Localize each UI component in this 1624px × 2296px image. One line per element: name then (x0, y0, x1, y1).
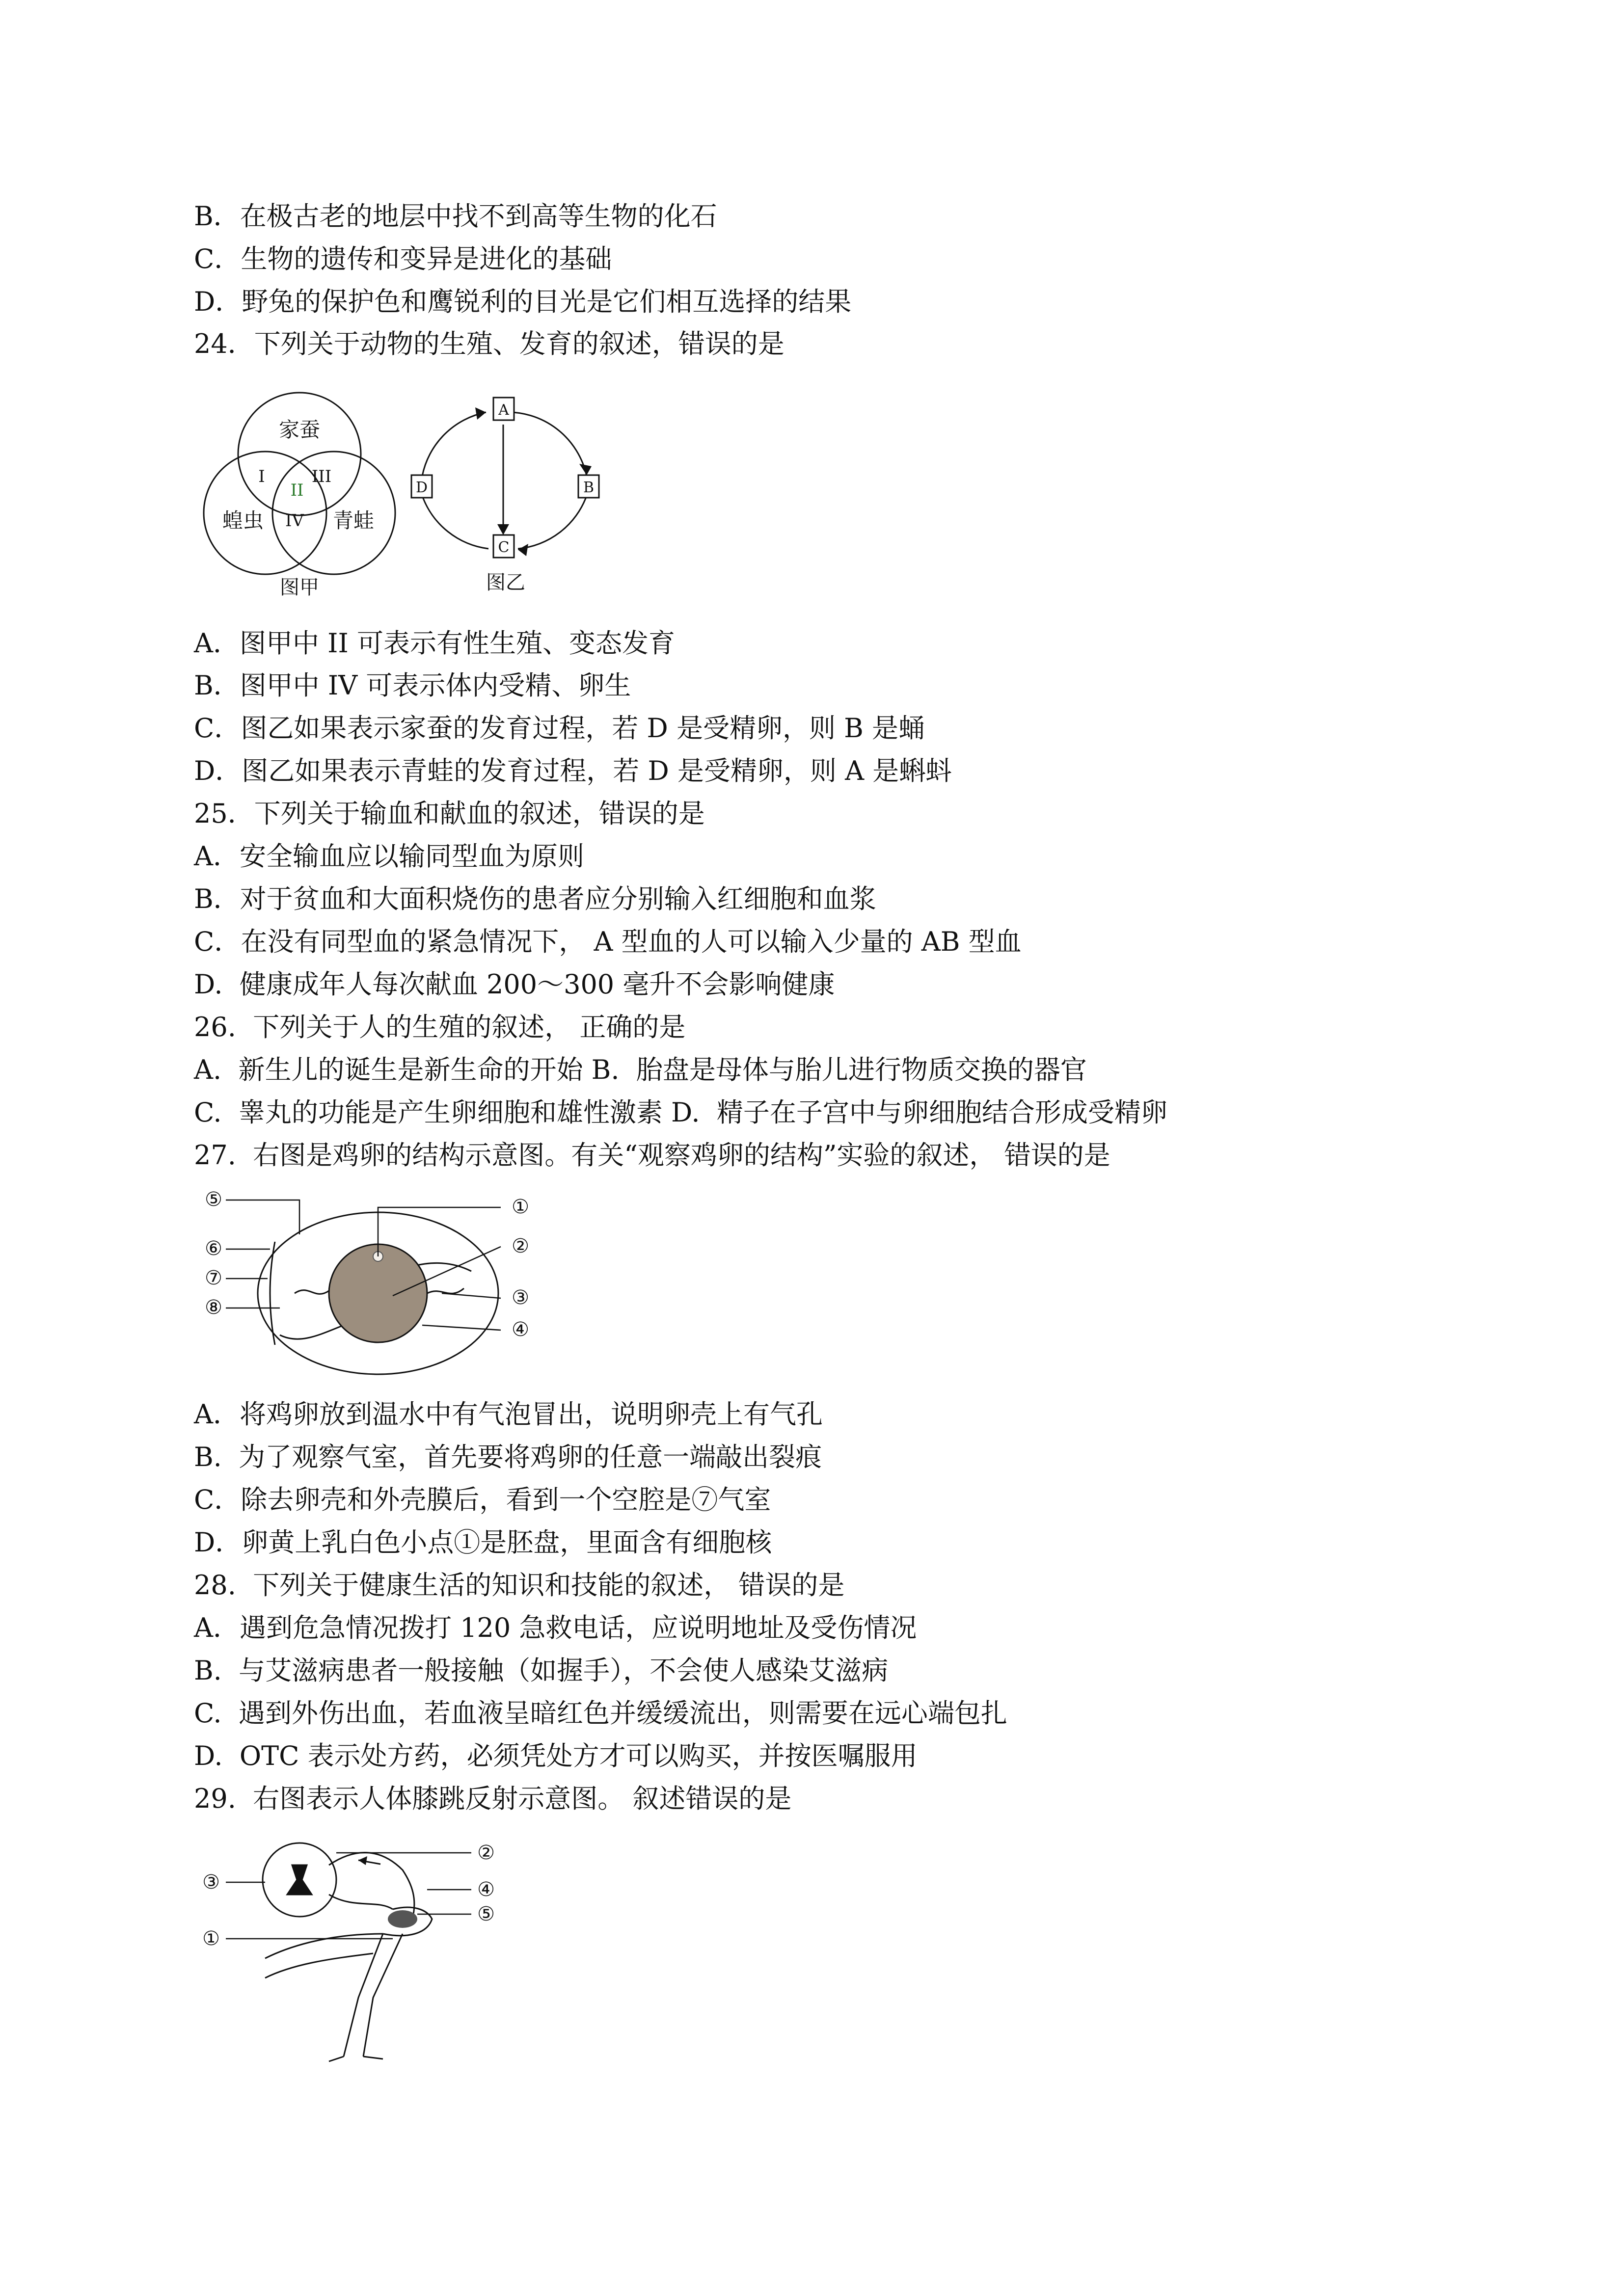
q25-option-c: C．在没有同型血的紧急情况下， A 型血的人可以输入少量的 AB 型血 (194, 926, 1022, 957)
egg-structure-diagram (196, 1188, 550, 1384)
q27-stem: 27. 右图是鸡卵的结构示意图。有关“观察鸡卵的结构”实验的叙述， 错误的是 (194, 1140, 1110, 1171)
q28-option-d: D. OTC 表示处方药，必须凭处方才可以购买，并按医嘱服用 (194, 1740, 918, 1771)
q28-option-b: B. 与艾滋病患者一般接触（如握手），不会使人感染艾滋病 (194, 1655, 889, 1686)
cycle-boxes (411, 398, 599, 558)
reflex-label-2: ② (477, 1842, 495, 1864)
q25-option-a: A．安全输血应以输同型血为原则 (194, 841, 584, 872)
q28-option-a: A．遇到危急情况拨打 120 急救电话，应说明地址及受伤情况 (194, 1612, 917, 1643)
q26-stem: 26. 下列关于人的生殖的叙述， 正确的是 (194, 1012, 686, 1042)
q27-option-d: D．卵黄上乳白色小点①是胚盘，里面含有细胞核 (194, 1527, 772, 1558)
arc-a-to-b (503, 412, 587, 476)
q24-option-a: A．图甲中 II 可表示有性生殖、变态发育 (194, 628, 675, 659)
lower-leg (344, 1934, 403, 2056)
q28-option-c: C. 遇到外伤出血，若血液呈暗红色并缓缓流出，则需要在远心端包扎 (194, 1698, 1007, 1729)
direction-arrow (358, 1856, 367, 1865)
venn-region-4: IV (285, 511, 304, 531)
egg-label-1: ① (512, 1196, 529, 1218)
q24-option-d: D．图乙如果表示青蛙的发育过程，若 D 是受精卵，则 A 是蝌蚪 (194, 755, 952, 786)
venn-label-locust: 蝗虫 (222, 508, 264, 533)
q24-figures (196, 388, 638, 604)
egg-label-8: ⑧ (205, 1296, 222, 1319)
venn-label-silkworm: 家蚕 (278, 418, 321, 442)
q28-stem: 28. 下列关于健康生活的知识和技能的叙述， 错误的是 (194, 1570, 845, 1601)
q26-options-ab: A. 新生儿的诞生是新生命的开始 B. 胎盘是母体与胎儿进行物质交换的器官 (194, 1054, 1087, 1085)
q25-stem: 25．下列关于输血和献血的叙述，错误的是 (194, 798, 705, 829)
box-d-label: D (415, 479, 428, 496)
q23-option-d: D．野兔的保护色和鹰锐利的目光是它们相互选择的结果 (194, 286, 852, 317)
knee-jerk-reflex-diagram (196, 1836, 540, 2066)
q29-stem: 29. 右图表示人体膝跳反射示意图。 叙述错误的是 (194, 1783, 792, 1814)
reflex-label-5: ⑤ (477, 1903, 495, 1925)
reflex-label-3: ③ (202, 1871, 220, 1894)
reflex-label-4: ④ (477, 1878, 495, 1901)
arc-d-to-a (422, 412, 486, 476)
q24-option-c: C．图乙如果表示家蚕的发育过程，若 D 是受精卵，则 B 是蛹 (194, 713, 925, 744)
q23-option-b: B．在极古老的地层中找不到高等生物的化石 (194, 201, 717, 232)
q27-option-b: B. 为了观察气室，首先要将鸡卵的任意一端敲出裂痕 (194, 1442, 822, 1472)
motor-nerve (329, 1895, 393, 1909)
q23-option-c: C．生物的遗传和变异是进化的基础 (194, 243, 612, 274)
egg-label-7: ⑦ (205, 1267, 222, 1289)
receptor-region (388, 1910, 417, 1928)
box-c-label: C (498, 539, 510, 556)
venn-label-frog: 青蛙 (332, 508, 375, 533)
arc-c-to-d (422, 496, 488, 549)
box-a-label: A (498, 401, 509, 419)
egg-label-3: ③ (512, 1286, 529, 1309)
reflex-label-1: ① (202, 1927, 220, 1950)
q24-stem: 24．下列关于动物的生殖、发育的叙述，错误的是 (194, 328, 785, 359)
egg-label-5: ⑤ (205, 1188, 222, 1211)
egg-label-4: ④ (512, 1318, 529, 1341)
q24-option-b: B．图甲中 IV 可表示体内受精、卵生 (194, 670, 631, 701)
egg-label-6: ⑥ (205, 1237, 222, 1260)
q27-option-c: C．除去卵壳和外壳膜后，看到一个空腔是⑦气室 (194, 1484, 771, 1515)
box-b-label: B (583, 479, 595, 496)
arc-b-to-c (518, 496, 587, 549)
venn-region-2: II (290, 481, 304, 500)
q27-option-a: A．将鸡卵放到温水中有气泡冒出，说明卵壳上有气孔 (194, 1399, 823, 1430)
thigh (265, 1934, 383, 1978)
figure-jia-caption: 图甲 (280, 576, 319, 599)
figure-yi-caption: 图乙 (486, 571, 525, 594)
q25-option-d: D. 健康成年人每次献血 200～300 毫升不会影响健康 (194, 969, 835, 1000)
q25-option-b: B．对于贫血和大面积烧伤的患者应分别输入红细胞和血浆 (194, 883, 876, 914)
egg-label-2: ② (512, 1235, 529, 1257)
leader-lines (226, 1853, 471, 1939)
q26-options-cd: C. 睾丸的功能是产生卵细胞和雄性激素 D. 精子在子宫中与卵细胞结合形成受精卵 (194, 1097, 1167, 1128)
gray-matter (287, 1865, 312, 1895)
venn-region-3: III (311, 467, 332, 486)
venn-region-1: I (258, 467, 265, 486)
